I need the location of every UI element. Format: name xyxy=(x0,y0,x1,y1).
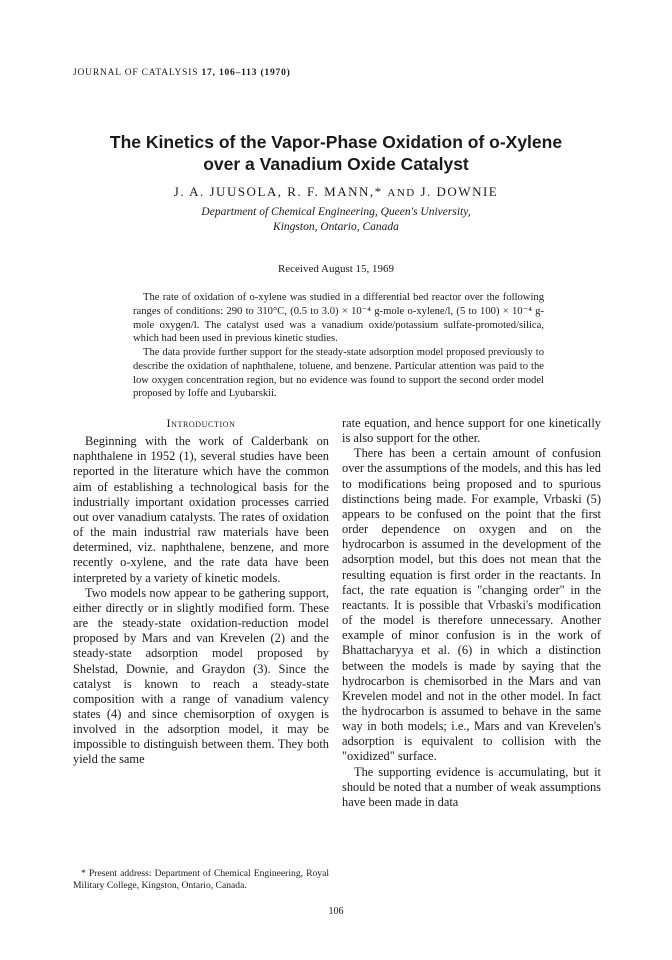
paper-title xyxy=(60,131,612,175)
authors-conjunction: AND xyxy=(387,187,416,199)
intro-paragraph-3: There has been a certain amount of confusion over the assumptions of the models, and this has led to modifications being proposed and to spurious distinctions being made. For example, Vrbaski (5) appears to be confused on the point that the first order dependence on oxygen and on the hydrocarbon is assumed in the development of the adsorption model, but this does not mean that the resulting equation is first order in the reactants. In fact, the rate equation is "changing order" in the reactants. It is possible that Vrbaski's modification of the model is therefore unnecessary. Another example of minor confusion is in the work of Bhattacharyya et al. (6) in which a distinction between the models is made by saying that the hydrocarbon is chemisorbed in the Mars and van Krevelen model and not in the other model. In fact the hydrocarbon is assumed to behave in the same way in both models; i.e., Mars and van Krevelen's adsorption is equivalent to collision with the "oxidized" surface. xyxy=(342,446,601,764)
intro-paragraph-2-continued: rate equation, and hence support for one kinetically is also support for the other. xyxy=(342,416,601,446)
received-date: Received August 15, 1969 xyxy=(277,263,395,275)
authors-part-2: J. DOWNIE xyxy=(420,184,499,199)
abstract-paragraph-2: The data provide further support for the steady-state adsorption model proposed previously to describe the oxidation of naphthalene, toluene, and benzene. Particular attention was paid to the low oxygen concentration region, but no evidence was found to support the second order model proposed by Ioffe and Lyubarskii. xyxy=(133,347,544,400)
intro-paragraph-1: Beginning with the work of Calderbank on naphthalene in 1952 (1), several studies have been reported in the literature which have the common aim of establishing a technological basis for the industrially important oxidation processes carried out over vanadium catalysts. The rates of oxidation of the main industrial raw materials have been determined, viz. naphthalene, benzene, and more recently o-xylene, and the rate data have been interpreted by a variety of kinetic models. xyxy=(73,434,329,585)
abstract-paragraph-1: The rate of oxidation of o-xylene was studied in a differential bed reactor over the following ranges of conditions: 290 to 310°C, (0.5 to 3.0) × 10⁻⁴ g-mole o-xylene/l, (5 to 100) × 10⁻⁴ g-mole oxygen/l. The catalyst used was a vanadium oxide/potassium sulfate-promoted/silica, which had been used in previous kinetic studies. xyxy=(133,292,544,345)
intro-paragraph-2: Two models now appear to be gathering support, either directly or in slightly modified form. These are the steady-state oxidation-reduction model proposed by Mars and van Krevelen (2) and the steady-state adsorption model proposed by Shelstad, Downie, and Graydon (3). Since the catalyst is known to reach a steady-state composition with a range of vanadium valency states (4) and since chemisorption of oxygen is involved in the adsorption model, it may be impossible to distinguish between them. They both yield the same xyxy=(73,585,329,767)
journal-citation: 17, 106–113 (1970) xyxy=(201,68,291,78)
affiliation-line-1: Department of Chemical Engineering, Queen's University, xyxy=(201,206,471,218)
right-column xyxy=(342,416,601,810)
footnote xyxy=(73,868,329,892)
section-heading-introduction: Introduction xyxy=(166,416,236,430)
author-list xyxy=(60,184,612,200)
journal-name: JOURNAL OF CATALYSIS xyxy=(73,68,199,78)
page-number: 106 xyxy=(328,906,344,917)
left-column xyxy=(73,416,329,768)
intro-paragraph-4: The supporting evidence is accumulating, but it should be noted that a number of weak assumptions have been made in data xyxy=(342,764,601,809)
title-line-1: The Kinetics of the Vapor-Phase Oxidation of o-Xylene xyxy=(109,132,563,152)
footnote-text: * Present address: Department of Chemical Engineering, Royal Military College, Kingston, Ontario, Canada. xyxy=(73,868,329,892)
abstract xyxy=(133,291,544,401)
running-header xyxy=(73,68,291,78)
title-line-2: over a Vanadium Oxide Catalyst xyxy=(203,154,469,174)
affiliation xyxy=(60,205,612,235)
affiliation-line-2: Kingston, Ontario, Canada xyxy=(273,221,399,233)
authors-part-1: J. A. JUUSOLA, R. F. MANN,* xyxy=(173,184,383,199)
